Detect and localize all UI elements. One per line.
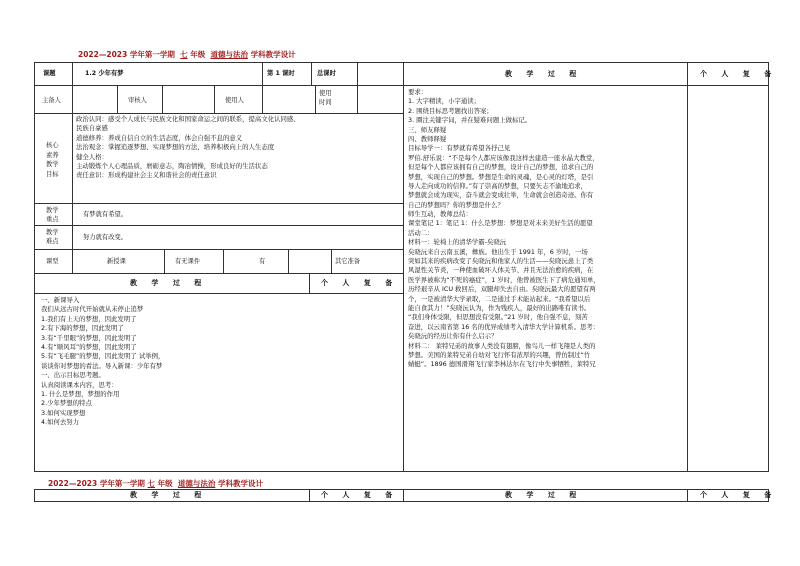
goal-line: 责任意识：形成构建社会主义和谐社会的责任意识 xyxy=(76,171,217,180)
process-line: 4.有“顺风耳”的梦想，因此发明了 xyxy=(41,342,137,351)
page2-right-process-header: 教 学 过 程 xyxy=(505,491,583,499)
process-line: 2.少年梦想的特点 xyxy=(41,399,92,408)
goal-line: 法治观念：掌握追逐梦想、实现梦想的方法，培养积极向上的人生态度 xyxy=(76,143,275,152)
process-line: 蜻蜓”。1896 德国滑翔飞行家李林达尔在飞行中失事牺牲，莱特兄 xyxy=(408,360,596,369)
header-subject: 道德与法治 xyxy=(210,50,248,59)
header2-year: 2022—2023 xyxy=(48,479,98,488)
process-line: 个，一是被清华大学录取，二是通过手术能站起来。“我希望以后 xyxy=(408,294,591,303)
process-line: 四、教师释疑 xyxy=(408,134,447,143)
left-process-content xyxy=(41,296,164,427)
header-year: 2022—2023 xyxy=(78,50,128,59)
process-line: 能自食其力！”矣晓沅认为，作为残疾人，最好的出路唯有读书。 xyxy=(408,303,591,312)
goal-line: 道德修养：养成自信自立的生活态度，体会自强不息的意义 xyxy=(76,133,243,142)
left-process-header: 教 学 过 程 xyxy=(130,279,208,287)
page2-table-header xyxy=(34,489,778,502)
process-line: 矣晓沅来自云南玉溪，彝族。他出生于 1991 年，6 岁时，一场 xyxy=(408,247,588,256)
courseware-label: 有无课件 xyxy=(175,258,201,265)
goal-line: 民族自豪感 xyxy=(76,124,108,133)
header2-subject: 道德与法治 xyxy=(177,479,216,488)
process-line: 梦想。美国的莱特兄弟自幼对飞行怀有浓厚的兴趣，曾仿制过“竹 xyxy=(408,350,591,359)
key-point-value: 有梦就有希望。 xyxy=(83,211,128,218)
page2-right-personal-header: 个 人 复 备 xyxy=(700,491,778,499)
process-line: 风湿性关节炎，一种使血破坏人体关节、并且无法治愈的疾病，在 xyxy=(408,266,594,275)
page2-left-process-header: 教 学 过 程 xyxy=(130,491,208,499)
process-line: 3.如何实现梦想 xyxy=(41,408,86,417)
header2-grade-suffix: 年级 xyxy=(157,479,173,488)
page2-left-personal-header: 个 人 复 备 xyxy=(321,491,399,499)
process-line: 目标导学一：有梦就有希望各抒己见 xyxy=(408,144,511,153)
process-line: 材料一：轮椅上的清华学霸-矣晓沅 xyxy=(408,238,507,247)
process-line: 1. 什么是梦想，梦想的作用 xyxy=(41,389,120,398)
process-line: 一、出示目标思考题。 xyxy=(41,371,105,380)
process-line: 师生互动，教师总结： xyxy=(408,210,472,219)
process-line: 罗伯.舒乐说：“不是每个人都应该像我这样去建造一座水晶大教堂， xyxy=(408,153,599,162)
process-line: “我们身体受限，但思想没有受限。”21 岁时，他自强不息，刻苦 xyxy=(408,313,588,322)
process-line: 我们从远古时代开始就从未停止追梦 xyxy=(41,305,144,314)
header2-term: 学年第一学期 xyxy=(99,479,145,488)
difficulty-value: 努力就有改变。 xyxy=(83,234,128,241)
lesson-type-value: 新授课 xyxy=(107,258,126,265)
process-line: 奋进，以云南省第 16 名的优异成绩考入清华大学计算机系。思考： xyxy=(408,322,600,331)
preparer-label: 主备人 xyxy=(42,97,61,104)
process-line: 要求： xyxy=(408,88,428,96)
use-time-label: 使用时间 xyxy=(319,90,332,106)
process-line: 1.我们有上天的梦想，因此发明了 xyxy=(41,314,137,323)
period-label: 第 1 课时 xyxy=(267,70,295,77)
courseware-value: 有 xyxy=(259,258,266,265)
process-line: 1. 大字精读，小字通读； xyxy=(408,97,481,106)
goal-line: 政治认同：感受个人成长与民族文化和国家命运之间的联系，提高文化认同感、 xyxy=(76,115,300,123)
process-line: 一、新课导入 xyxy=(41,296,80,304)
right-process-content xyxy=(408,88,600,370)
left-personal-header: 个 人 复 备 xyxy=(321,279,399,287)
process-line: 认真阅读课本内容，思考： xyxy=(41,380,118,389)
process-line: 课堂笔记 1：笔记 1：什么是梦想：梦想是对未来美好生活的愿望 xyxy=(408,219,593,228)
header-grade: 七 xyxy=(180,50,188,59)
goals-list xyxy=(76,115,300,181)
reviewer-label: 审核人 xyxy=(128,97,147,104)
user-label: 使用人 xyxy=(225,97,244,104)
page-header xyxy=(78,49,296,60)
header2-suffix: 学科教学设计 xyxy=(217,479,263,488)
header-term: 学年第一学期 xyxy=(129,50,175,59)
process-line: 2. 围绕目标思考题找出答案； xyxy=(408,106,493,115)
process-line: 梦想就会成为现实，奋斗就会变成壮举，生命就会创造奇迹。你有 xyxy=(408,191,594,200)
process-line: 活动二： xyxy=(408,228,434,237)
right-personal-header: 个 人 复 备 xyxy=(700,70,778,78)
header-grade-suffix: 年级 xyxy=(190,50,206,59)
right-process-header: 教 学 过 程 xyxy=(505,70,583,78)
key-point-label: 教学重点 xyxy=(46,207,59,223)
goal-line: 健全人格： xyxy=(76,152,108,161)
process-line: 4.如何去努力 xyxy=(41,418,80,427)
header2-grade: 七 xyxy=(147,479,155,488)
process-line: 5.有“飞毛腿”的梦想，因此发明了 试举例， xyxy=(41,352,165,361)
topic-value: 1.2 少年有梦 xyxy=(85,70,124,77)
process-line: 导人走向成功的信仰。”有了崇高的梦想，只要矢志不渝地追求， xyxy=(408,181,588,190)
header-suffix: 学科教学设计 xyxy=(250,50,296,59)
process-line: 3. 圈注关键字词，并在疑难问题上做标记。 xyxy=(408,116,532,125)
total-periods-label: 总课时 xyxy=(317,70,336,77)
process-line: 谈谈你对梦想的看法。导入新课：少年有梦 xyxy=(41,361,163,370)
process-line: 但是每个人都应该拥有自己的梦想，设计自己的梦想，追求自己的 xyxy=(408,163,594,172)
process-line: 3.有“千里眼”的梦想，因此发明了 xyxy=(41,333,137,342)
process-line: 突如其来的疾病改变了矣晓沅和他家人的生活——矣晓沅患上了类 xyxy=(408,257,594,266)
difficulty-label: 教学难点 xyxy=(46,229,59,245)
process-line: 矣晓沅的经历让你有什么启示？ xyxy=(408,332,498,341)
process-line: 医学界被称为“不死的癌症”，1 岁时，他曾被医生下了病危通知单， xyxy=(408,275,600,284)
process-line: 自己的梦想吗？你的梦想是什么？ xyxy=(408,200,504,209)
process-line: 材料二： 莱特兄弟的故事人类没有翅膀，像鸟儿一样飞翔是人类的 xyxy=(408,341,596,350)
goal-line: 主动锻炼个人心理品质，磨砺意志，陶冶情操，形成良好的生活状态 xyxy=(76,161,268,170)
goals-label: 核心素养教学目标 xyxy=(46,142,59,178)
topic-label: 课题 xyxy=(43,70,56,77)
process-line: 历经艰辛从 ICU 救回后，双腿却失去自由。矣晓沅最大的愿望有两 xyxy=(408,285,596,294)
other-prep-label: 其它准备 xyxy=(335,258,361,265)
lesson-type-label: 课型 xyxy=(46,258,59,265)
process-line: 梦想，实现自己的梦想。梦想是生命的灵魂，是心灵的灯塔，是引 xyxy=(408,172,594,181)
lesson-plan-table xyxy=(34,62,778,472)
process-line: 三、师友释疑 xyxy=(408,125,447,134)
page2-header xyxy=(48,478,263,489)
process-line: 2.有下海的梦想，因此发明了 xyxy=(41,324,124,333)
